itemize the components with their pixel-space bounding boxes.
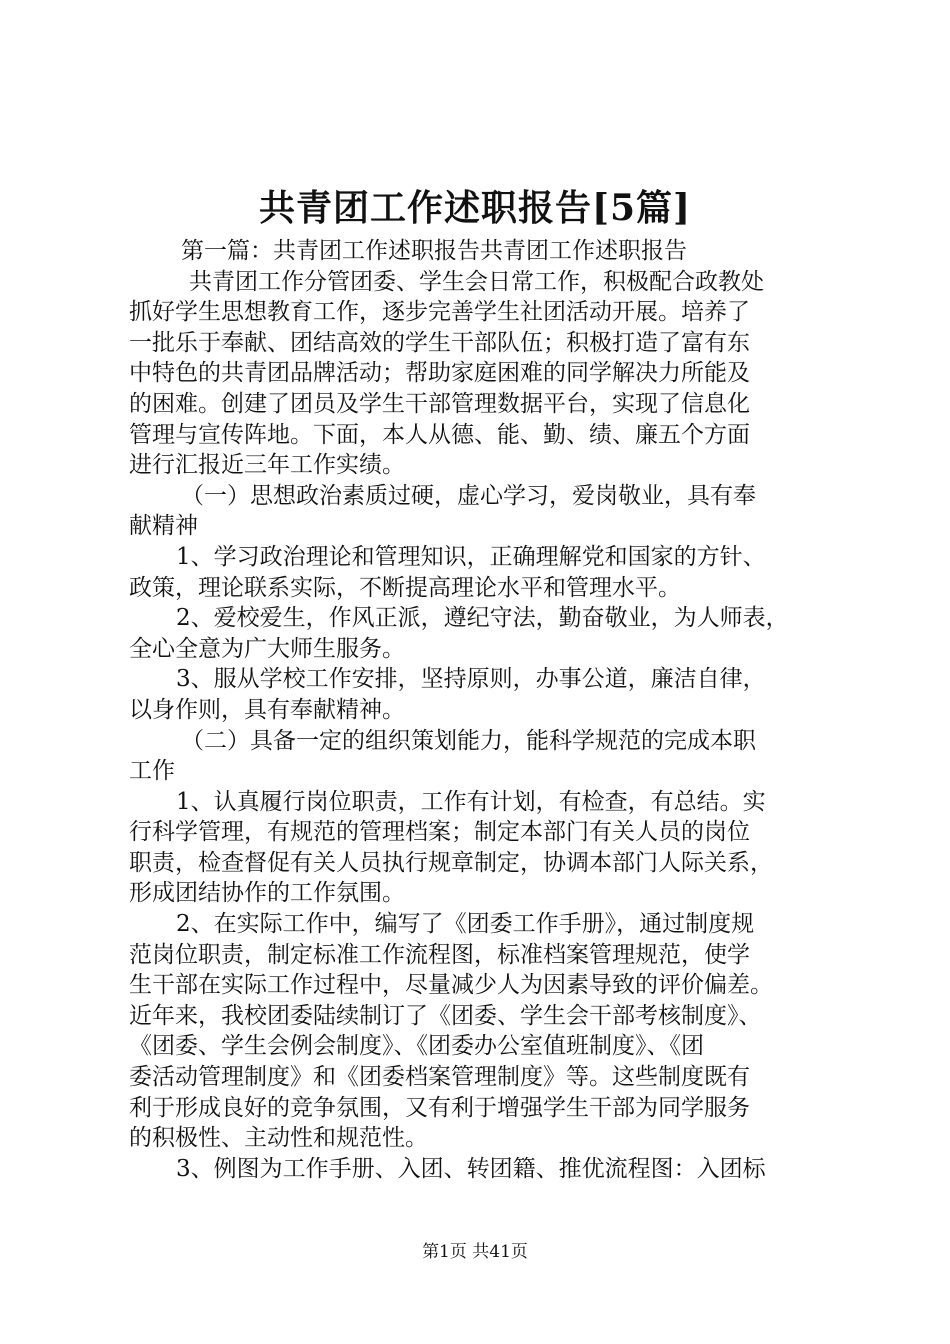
text-line: 形成团结协作的工作氛围。	[129, 880, 405, 907]
text-line: 的积极性、主动性和规范性。	[129, 1125, 428, 1152]
text-line: 一批乐于奉献、团结高效的学生干部队伍；积极打造了富有东	[129, 329, 750, 356]
text-line: 政策，理论联系实际，不断提高理论水平和管理水平。	[129, 574, 681, 601]
text-line-section-heading: （一）思想政治素质过硬，虚心学习，爱岗敬业，具有奉	[181, 482, 756, 509]
text-line: 生干部在实际工作过程中，尽量减少人为因素导致的评价偏差。	[129, 972, 773, 999]
text-line: 2、爱校爱生，作风正派，遵纪守法，勤奋敬业，为人师表，	[176, 605, 789, 632]
text-line: 1、认真履行岗位职责，工作有计划，有检查，有总结。实	[176, 788, 766, 815]
text-line: 中特色的共青团品牌活动；帮助家庭困难的同学解决力所能及	[129, 360, 750, 387]
text-line-section-heading: （二）具备一定的组织策划能力，能科学规范的完成本职	[181, 727, 756, 754]
text-line: 献精神	[129, 513, 198, 540]
text-line: 1、学习政治理论和管理知识，正确理解党和国家的方针、	[176, 543, 766, 570]
text-line: 《团委、学生会例会制度》、《团委办公室值班制度》、《团	[129, 1033, 704, 1060]
text-line: 管理与宣传阵地。下面，本人从德、能、勤、绩、廉五个方面	[129, 421, 750, 448]
text-line-chapter-heading: 第一篇：共青团工作述职报告共青团工作述职报告	[181, 238, 687, 264]
text-line: 进行汇报近三年工作实绩。	[129, 452, 405, 479]
document-body	[129, 236, 829, 1184]
text-line: 工作	[129, 758, 175, 785]
page-number-footer: 第1页 共41页	[422, 1242, 528, 1262]
text-line: 行科学管理，有规范的管理档案；制定本部门有关人员的岗位	[129, 819, 750, 846]
text-line: 委活动管理制度》和《团委档案管理制度》等。这些制度既有	[129, 1064, 750, 1091]
text-line: 的困难。创建了团员及学生干部管理数据平台，实现了信息化	[129, 390, 750, 417]
text-line: 抓好学生思想教育工作，逐步完善学生社团活动开展。培养了	[129, 299, 750, 326]
text-line: 以身作则，具有奉献精神。	[129, 696, 405, 723]
text-line: 全心全意为广大师生服务。	[129, 635, 405, 662]
text-line: 3、服从学校工作安排，坚持原则，办事公道，廉洁自律，	[176, 666, 766, 693]
document-title: 共青团工作述职报告[5篇]	[258, 187, 692, 229]
text-line: 职责，检查督促有关人员执行规章制定，协调本部门人际关系，	[129, 849, 773, 876]
text-line: 3、例图为工作手册、入团、转团籍、推优流程图：入团标	[176, 1155, 766, 1182]
text-line: 2、在实际工作中，编写了《团委工作手册》，通过制度规	[176, 911, 755, 938]
text-line: 近年来，我校团委陆续制订了《团委、学生会干部考核制度》、	[129, 1002, 762, 1029]
text-line: 利于形成良好的竞争氛围，又有利于增强学生干部为同学服务	[129, 1094, 750, 1121]
text-line: 共青团工作分管团委、学生会日常工作，积极配合政教处	[189, 268, 764, 295]
text-line: 范岗位职责，制定标准工作流程图，标准档案管理规范，使学	[129, 941, 750, 968]
